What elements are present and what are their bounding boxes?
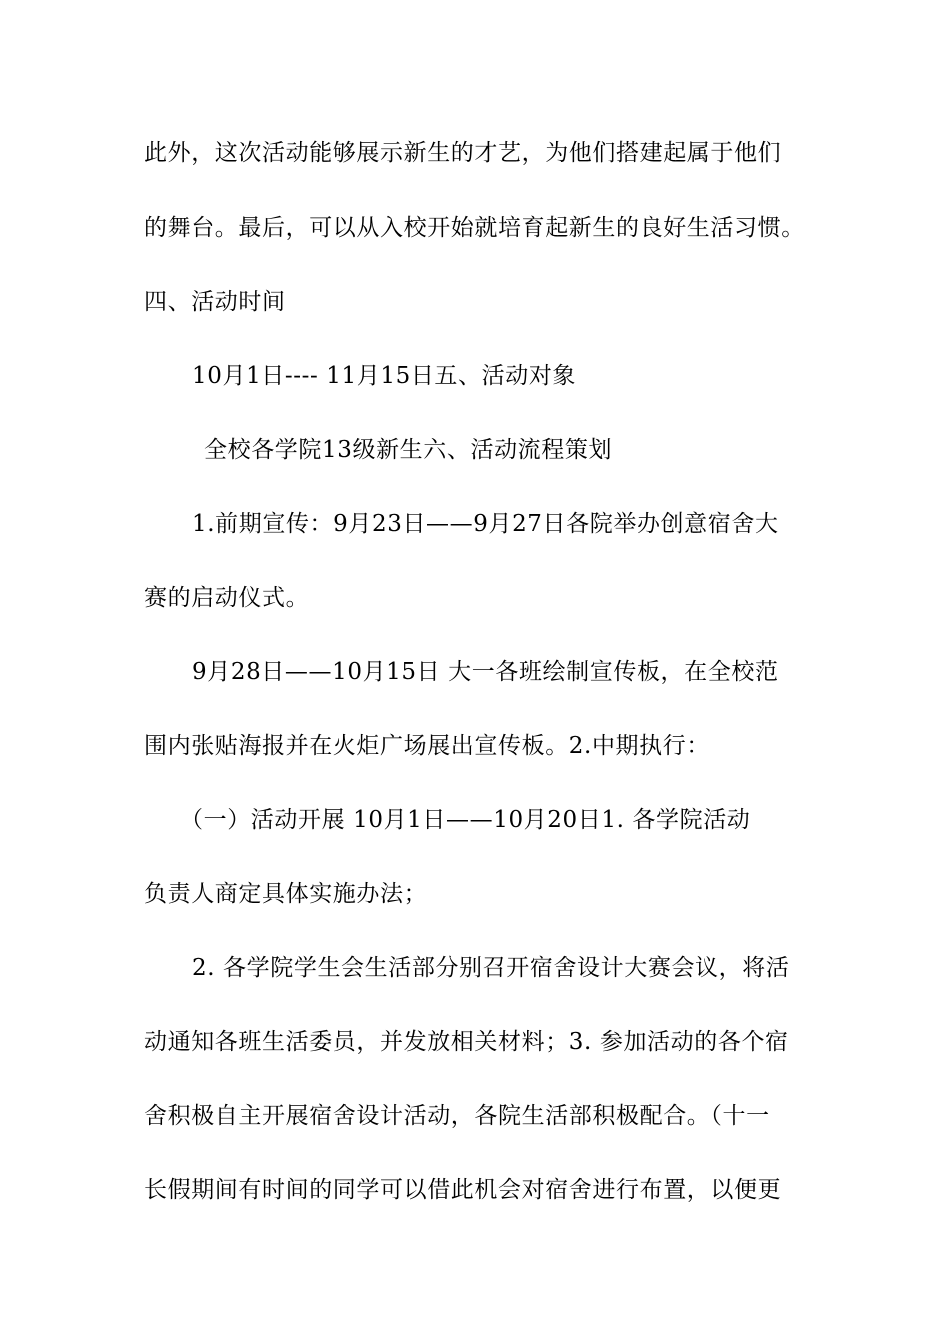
text-line: 长假期间有时间的同学可以借此机会对宿舍进行布置，以便更	[144, 1177, 782, 1203]
text-line: （一）活动开展 10月1日——10月20日1. 各学院活动	[180, 807, 751, 833]
text-line: 舍积极自主开展宿舍设计活动，各院生活部积极配合。（十一	[144, 1103, 770, 1129]
text-line: 此外，这次活动能够展示新生的才艺，为他们搭建起属于他们	[144, 140, 782, 166]
text-line: 负责人商定具体实施办法；	[144, 881, 428, 907]
section-heading: 四、活动时间	[144, 289, 286, 315]
text-line: 全校各学院13级新生六、活动流程策划	[204, 437, 613, 463]
text-line: 2. 各学院学生会生活部分别召开宿舍设计大赛会议，将活	[192, 955, 790, 981]
text-line: 的舞台。最后，可以从入校开始就培育起新生的良好生活习惯。	[144, 215, 805, 241]
text-line: 围内张贴海报并在火炬广场展出宣传板。2.中期执行：	[144, 733, 710, 759]
text-line: 赛的启动仪式。	[144, 585, 310, 611]
text-line: 1.前期宣传：9月23日——9月27日各院举办创意宿舍大	[192, 511, 779, 537]
text-line: 动通知各班生活委员，并发放相关材料；3. 参加活动的各个宿	[144, 1029, 789, 1055]
text-line: 9月28日——10月15日 大一各班绘制宣传板，在全校范	[192, 659, 779, 685]
text-line: 10月1日---- 11月15日五、活动对象	[192, 363, 577, 389]
